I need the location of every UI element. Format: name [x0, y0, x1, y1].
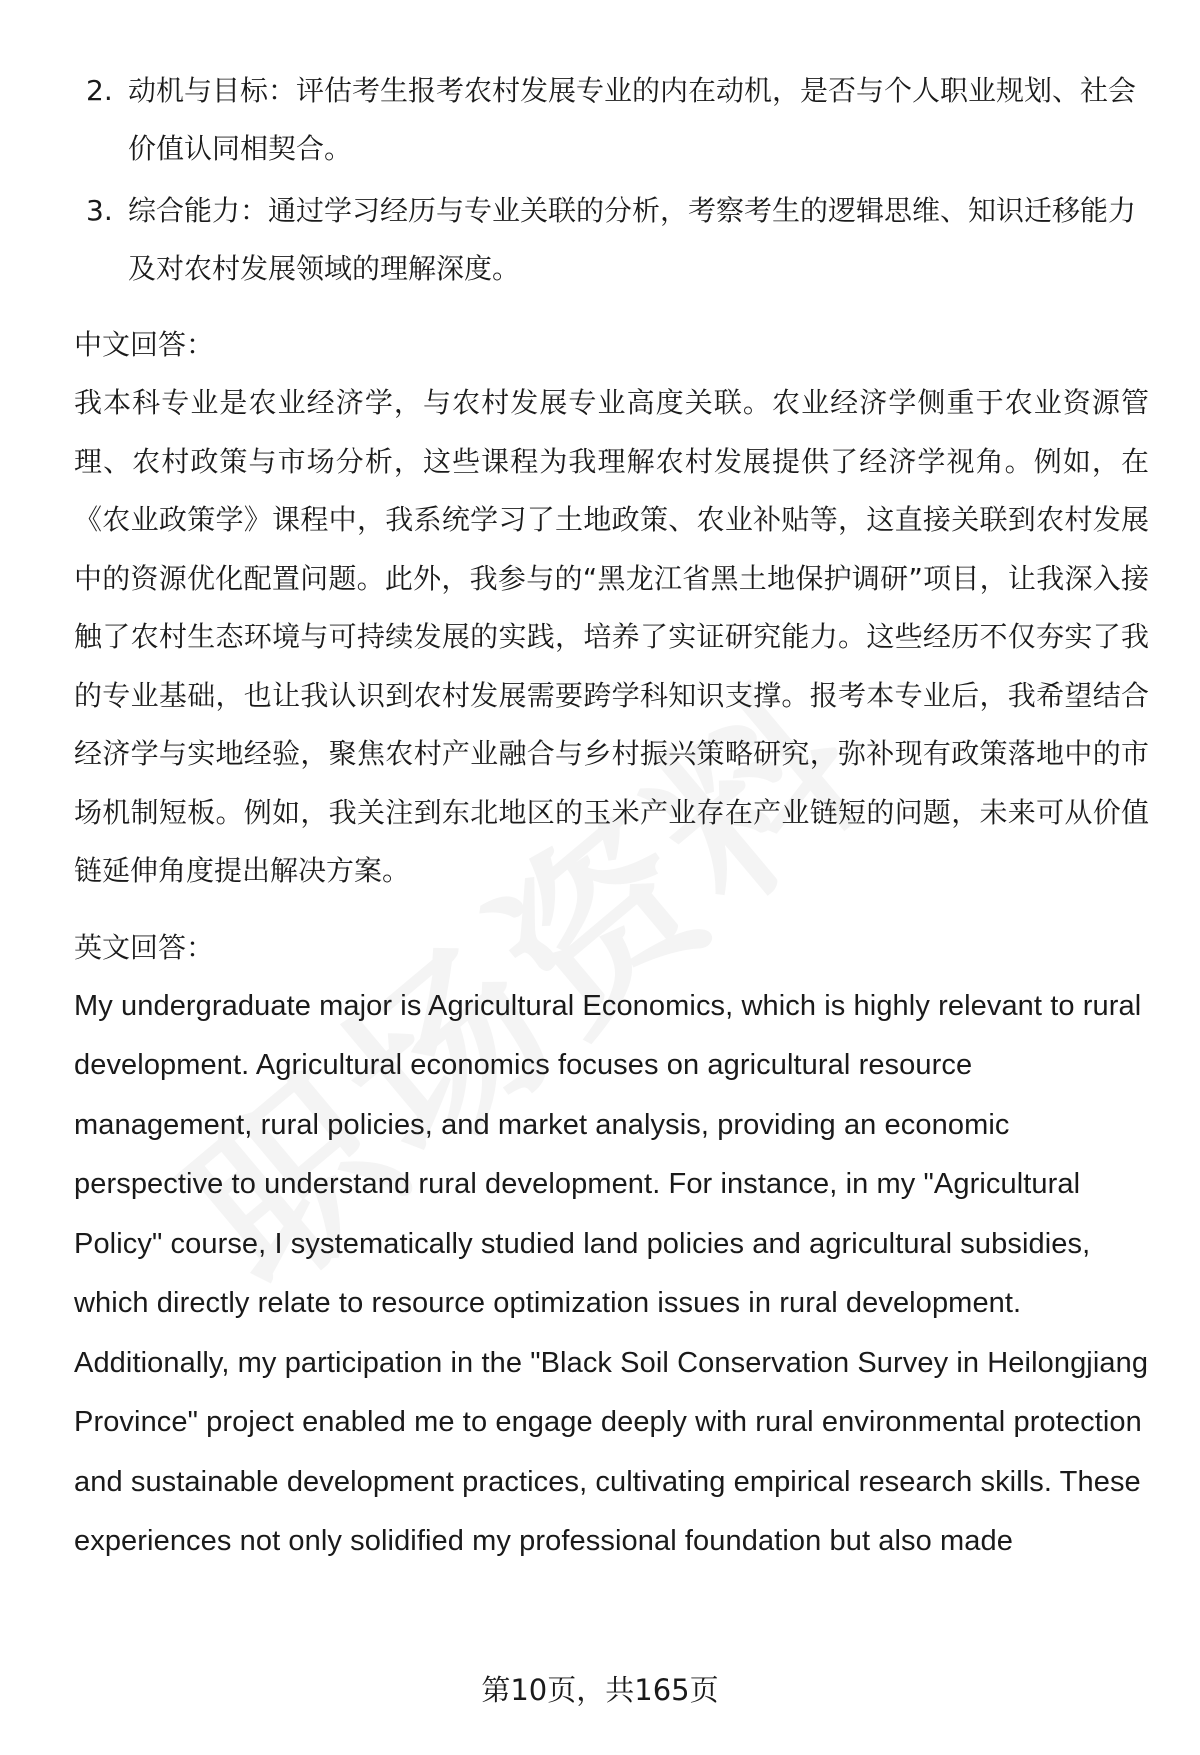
chinese-answer-text: 我本科专业是农业经济学，与农村发展专业高度关联。农业经济学侧重于农业资源管理、农村政策与市场分析，这些课程为我理解农村发展提供了经济学视角。例如，在《农业政策学》课程中，我系统学习了土地政策、农业补贴等，这直接关联到农村发展中的资源优化配置问题。此外，我参与的“黑龙江省黑土地保护调研”项目，让我深入接触了农村生态环境与可持续发展的实践，培养了实证研究能力。这些经历不仅夯实了我的专业基础，也让我认识到农村发展需要跨学科知识支撑。报考本专业后，我希望结合经济学与实地经验，聚焦农村产业融合与乡村振兴策略研究，弥补现有政策落地中的市场机制短板。例如，我关注到东北地区的玉米产业存在产业链短的问题，未来可从价值链延伸角度提出解决方案。: [74, 386, 1149, 887]
english-answer-text: My undergraduate major is Agricultural Economics, which is highly relevant to rural development. Agricultural economics focuses on agricultural resource management, rural policies, and market analysis, providing an economic perspective to understand rural development. For instance, in my "Agricultural Policy" course, I systematically studied land policies and agricultural subsidies, which directly relate to resource optimization issues in rural development. Additionally, my participation in the "Black Soil Conservation Survey in Heilongjiang Province" project enabled me to engage deeply with rural environmental protection and sustainable development practices, cultivating empirical research skills. These experiences not only solidified my professional foundation but also made: [74, 989, 1149, 1557]
evaluation-criteria-list: [74, 62, 1149, 298]
criteria-number: 3.: [86, 194, 113, 227]
page-content: [74, 62, 1149, 1572]
english-answer-label: 英文回答：: [74, 930, 215, 964]
criteria-item: [74, 182, 1149, 298]
criteria-number: 2.: [86, 74, 113, 107]
page-indicator: 第10页，共165页: [481, 1673, 719, 1707]
chinese-answer-label: 中文回答：: [74, 328, 215, 361]
criteria-text: 动机与目标：评估考生报考农村发展专业的内在动机，是否与个人职业规划、社会价值认同相契合。: [128, 74, 1137, 165]
criteria-text: 综合能力：通过学习经历与专业关联的分析，考察考生的逻辑思维、知识迁移能力及对农村发展领域的理解深度。: [128, 194, 1137, 285]
criteria-item: [74, 62, 1149, 178]
